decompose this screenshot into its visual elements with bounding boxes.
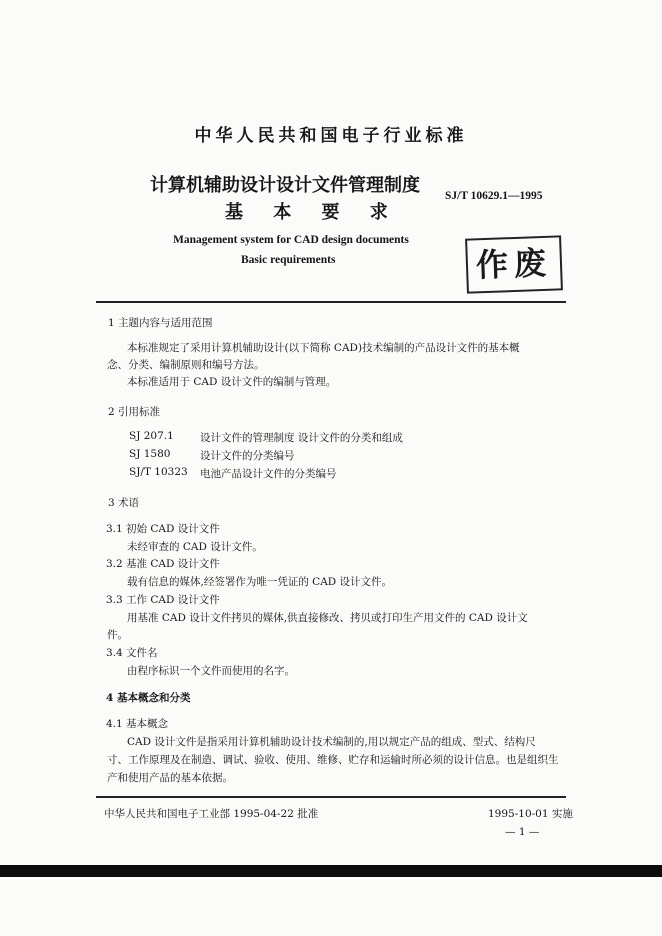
header-divider [96,301,566,303]
section-2-heading: 2 引用标准 [108,406,161,418]
term-title: 3.4 文件名 [106,647,158,659]
term-title: 3.3 工作 CAD 设计文件 [106,594,220,606]
term-title: 3.2 基准 CAD 设计文件 [106,558,220,570]
term-title: 3.1 初始 CAD 设计文件 [106,523,220,535]
reference-code: SJ 207.1 [129,430,174,442]
english-subtitle: Basic requirements [241,254,336,266]
section-4-paragraph-line: 寸、工作原理及在制造、调试、验收、使用、维修、贮存和运输时所必须的设计信息。也是组织生 [107,754,559,766]
reference-title: 设计文件的管理制度 设计文件的分类和组成 [200,432,403,444]
approval-info: 中华人民共和国电子工业部 1995-04-22 批准 [104,808,319,820]
section-4-heading: 4 基本概念和分类 [106,692,191,704]
term-definition: 件。 [107,629,128,641]
standard-category-title: 中华人民共和国电子行业标准 [194,126,468,146]
section-1-paragraph-line: 本标准规定了采用计算机辅助设计(以下简称 CAD)技术编制的产品设计文件的基本概 [127,342,520,354]
section-1-heading: 1 主题内容与适用范围 [108,317,213,329]
document-subtitle: 基 本 要 求 [225,202,400,223]
section-1-paragraph: 本标准适用于 CAD 设计文件的编制与管理。 [127,376,337,388]
effective-date: 1995-10-01 实施 [488,808,573,820]
term-definition: 由程序标识一个文件而使用的名字。 [127,665,295,677]
section-1-paragraph-line: 念、分类、编制原则和编号方法。 [107,359,265,371]
reference-title: 设计文件的分类编号 [200,450,295,462]
document-title: 计算机辅助设计设计文件管理制度 [150,175,420,196]
subsection-title: 4.1 基本概念 [106,718,169,730]
term-definition: 用基准 CAD 设计文件拷贝的媒体,供直接修改、拷贝或打印生产用文件的 CAD 设计文 [127,612,528,624]
void-stamp: 作废 [465,235,563,293]
term-definition: 未经审查的 CAD 设计文件。 [127,541,263,553]
reference-title: 电池产品设计文件的分类编号 [200,468,337,480]
scan-edge-band [0,865,662,877]
footer-divider [96,796,566,798]
section-4-paragraph-line: 产和使用产品的基本依据。 [107,772,233,784]
english-title: Management system for CAD design documents [173,234,409,246]
term-definition: 载有信息的媒体,经签署作为唯一凭证的 CAD 设计文件。 [127,576,393,588]
page-number: — 1 — [505,826,540,838]
section-3-heading: 3 术语 [108,497,140,509]
section-4-paragraph-line: CAD 设计文件是指采用计算机辅助设计技术编制的,用以规定产品的组成、型式、结构尺 [127,736,536,748]
standard-number: SJ/T 10629.1—1995 [445,190,543,202]
reference-code: SJ/T 10323 [129,466,188,478]
reference-code: SJ 1580 [129,448,171,460]
